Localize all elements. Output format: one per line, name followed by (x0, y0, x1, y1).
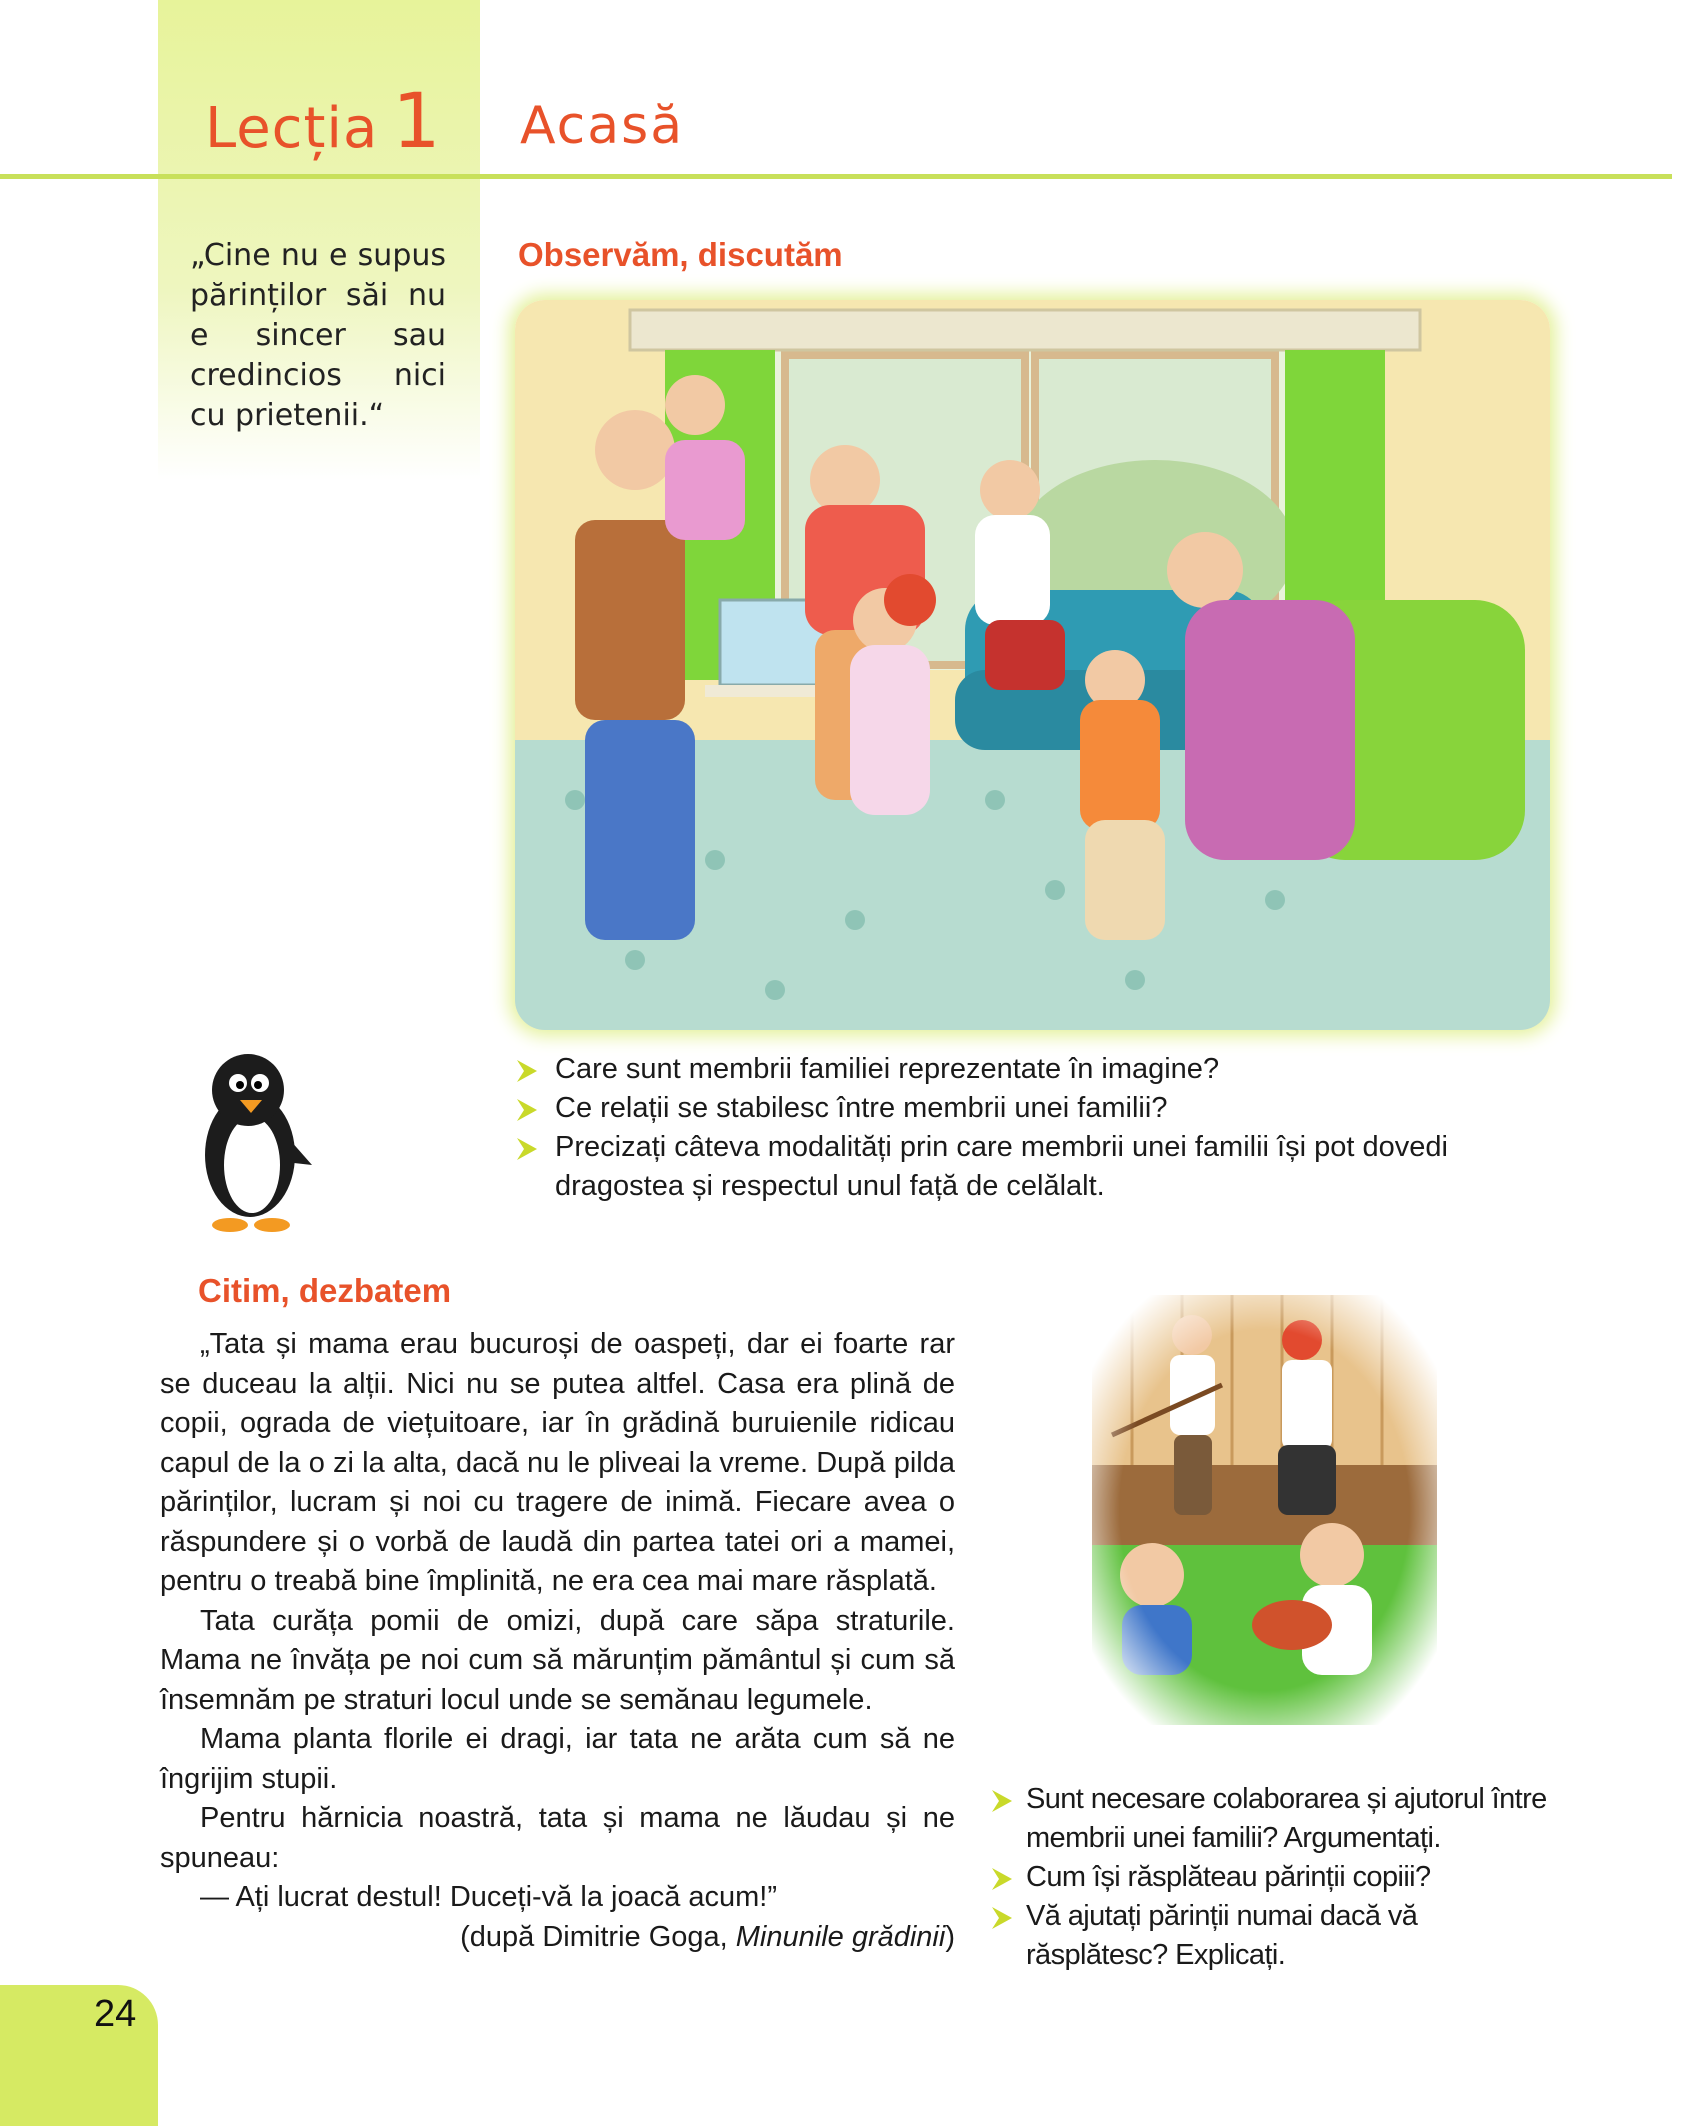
question-text: Precizați câteva modalități prin care membrii unei familii își pot dovedi dragostea și respectul unul față de celălalt. (555, 1131, 1448, 1202)
observe-questions-list (515, 1050, 1565, 1206)
source-title: Minunile grădinii (735, 1920, 946, 1953)
list-item (515, 1128, 1565, 1206)
lesson-number: 1 (392, 76, 442, 165)
list-item (990, 1780, 1550, 1858)
read-questions-list (990, 1780, 1550, 1975)
section-read-title: Citim, dezbatem (198, 1272, 452, 1309)
question-text: Sunt necesare colaborarea și ajutorul între membrii unei familii? Argumentați. (1026, 1783, 1547, 1854)
reading-paragraph: Tata curăța pomii de omizi, după care săpa straturile. Mama ne învăța pe noi cum să mărunțim pământul și cum să însemnăm pe straturi locul unde se semănau legumele. (160, 1604, 955, 1716)
list-item (515, 1050, 1565, 1089)
garden-work-illustration (1092, 1295, 1437, 1725)
family-living-room-illustration (515, 300, 1550, 1030)
page-number: 24 (94, 1993, 137, 2035)
motto-quote: „Cine nu e supus părinților săi nu e sincer sau credincios nici cu prietenii.“ (190, 238, 446, 433)
chevron-right-icon (515, 1138, 537, 1160)
reading-text (160, 1325, 955, 1957)
question-text: Ce relații se stabilesc între membrii unei familii? (555, 1092, 1168, 1124)
chevron-right-icon (515, 1060, 537, 1082)
chevron-right-icon (990, 1907, 1012, 1929)
reading-dialogue: — Ați lucrat destul! Duceți-vă la joacă acum!” (200, 1881, 778, 1913)
chevron-right-icon (990, 1790, 1012, 1812)
chevron-right-icon (990, 1868, 1012, 1890)
question-text: Care sunt membrii familiei reprezentate în imagine? (555, 1053, 1220, 1085)
question-text: Vă ajutați părinții numai dacă vă răsplătesc? Explicați. (1026, 1900, 1418, 1971)
header-divider (0, 174, 1672, 179)
lesson-label: Lecția (205, 96, 379, 161)
chapter-title: Acasă (520, 96, 685, 156)
list-item (990, 1897, 1550, 1975)
question-text: Cum își răsplăteau părinții copiii? (1026, 1861, 1431, 1893)
reading-paragraph: Pentru hărnicia noastră, tata și mama ne lăudau și ne spuneau: (160, 1802, 955, 1874)
penguin-mascot-icon (190, 1045, 315, 1235)
lesson-title (205, 76, 442, 165)
reading-paragraph: „Tata și mama erau bucuroși de oaspeți, dar ei foarte rar se duceau la alții. Nici nu se putea altfel. Casa era plină de copii, ograda de viețuitoare, iar în grădină buruienile ridicau capul de la o zi la alta, dacă nu le pliveai la vreme. După pilda părinților, lucram și noi cu tragere de inimă. Fiecare avea o răspundere și o vorbă de laudă din partea tatei ori a mamei, pentru o treabă bine împlinită, ne era cea mai mare răsplată. (160, 1328, 955, 1597)
reading-paragraph: Mama planta florile ei dragi, iar tata ne arăta cum să ne îngrijim stupii. (160, 1723, 955, 1795)
section-observe-title: Observăm, discutăm (518, 236, 843, 273)
reading-source: (după Dimitrie Goga, Minunile grădinii) (460, 1920, 955, 1953)
chevron-right-icon (515, 1099, 537, 1121)
list-item (990, 1858, 1550, 1897)
list-item (515, 1089, 1565, 1128)
